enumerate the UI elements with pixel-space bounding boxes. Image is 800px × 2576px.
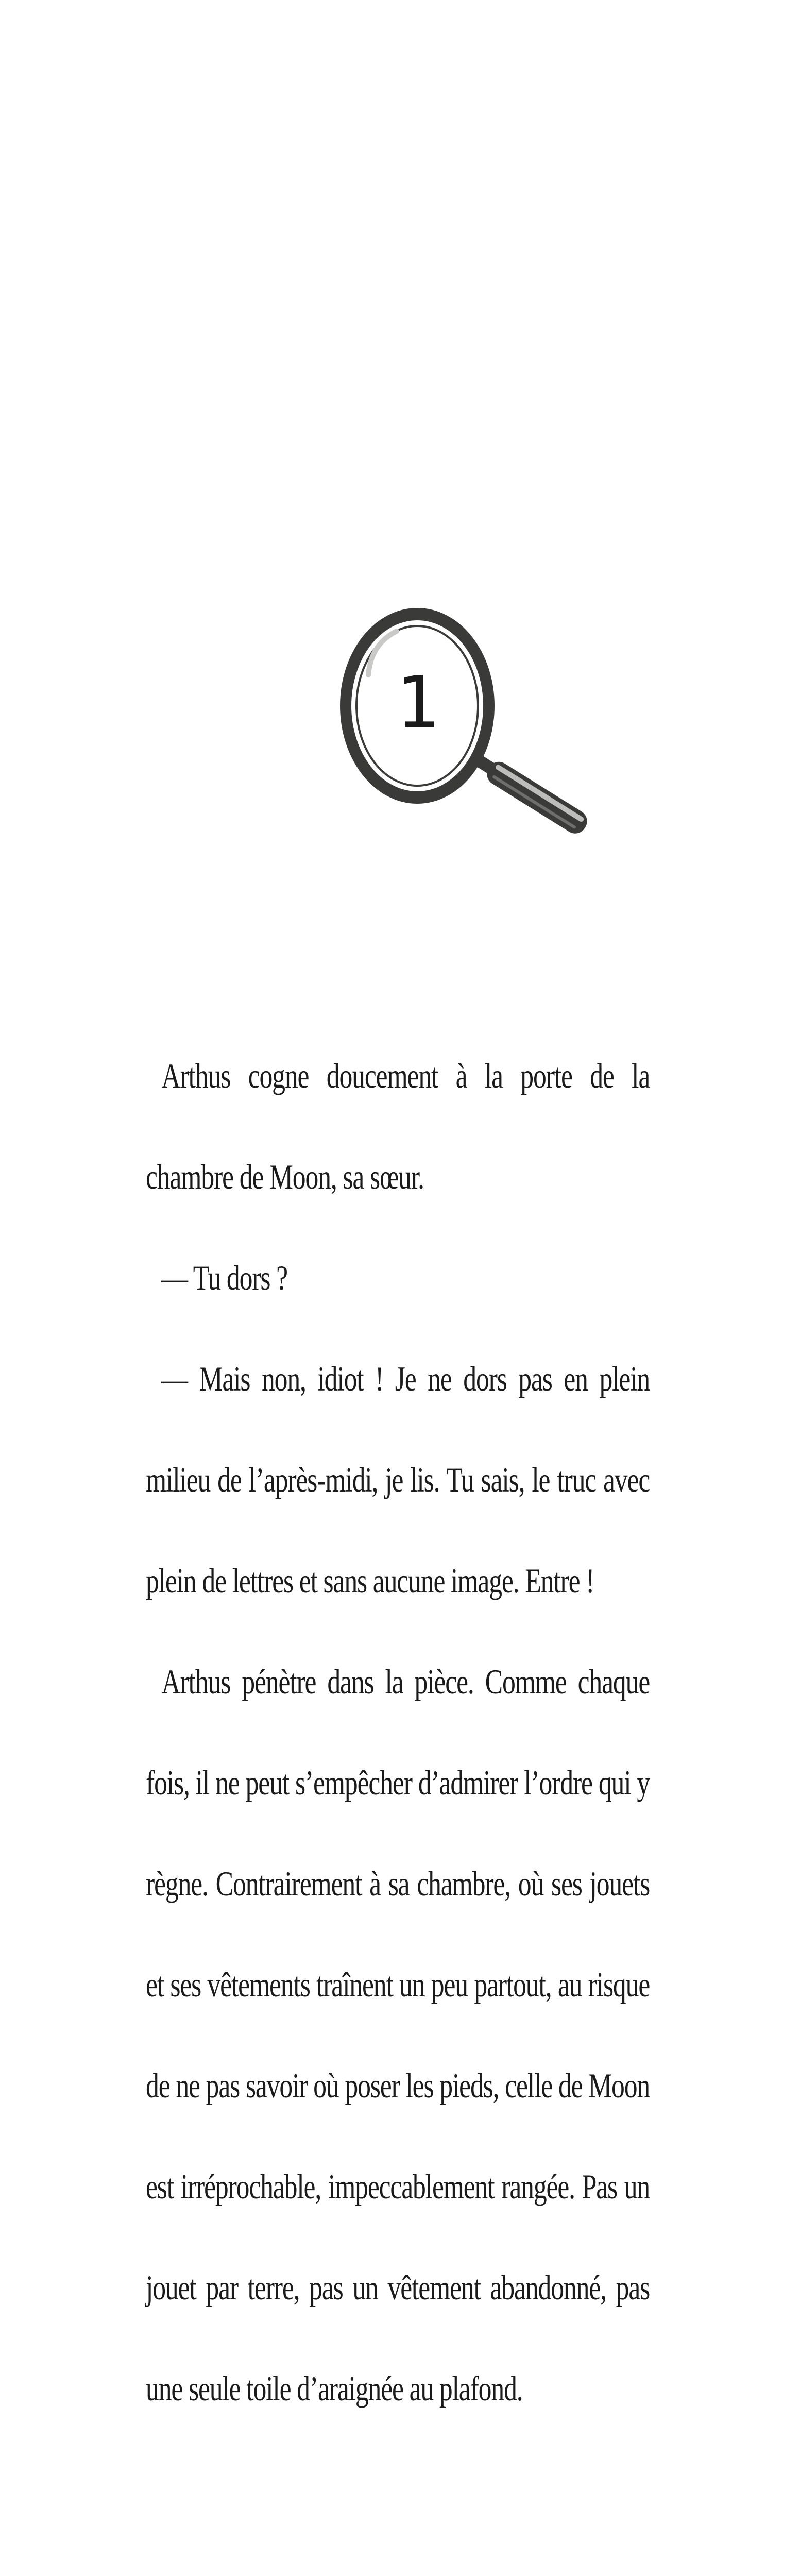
paragraph: — Tu dors ?	[161, 1258, 287, 1297]
chapter-heading	[319, 577, 587, 896]
paragraph: — Mais non, idiot ! Je ne dors pas en plein milieu de l’après-midi, je lis. Tu sais, le truc avec plein de lettres et sans aucune image. Entre !	[146, 1359, 650, 1600]
paragraph: Arthus pénètre dans la pièce. Comme chaque fois, il ne peut s’empêcher d’admirer l’ordre qui y règne. Contrairement à sa chambre, où ses jouets et ses vêtements traînent un peu partout, au risque de ne pas savoir où poser les pieds, celle de Moon est irréprochable, impeccablement rangée. Pas un jouet par terre, pas un vêtement abandonné, pas une seule toile d’araignée au plafond.	[146, 1662, 650, 2408]
paragraph: Arthus cogne doucement à la porte de la chambre de Moon, sa sœur.	[146, 1056, 650, 1196]
chapter-number: 1	[395, 661, 439, 745]
magnifying-glass-icon	[319, 577, 587, 896]
chapter-text	[146, 1025, 656, 2439]
